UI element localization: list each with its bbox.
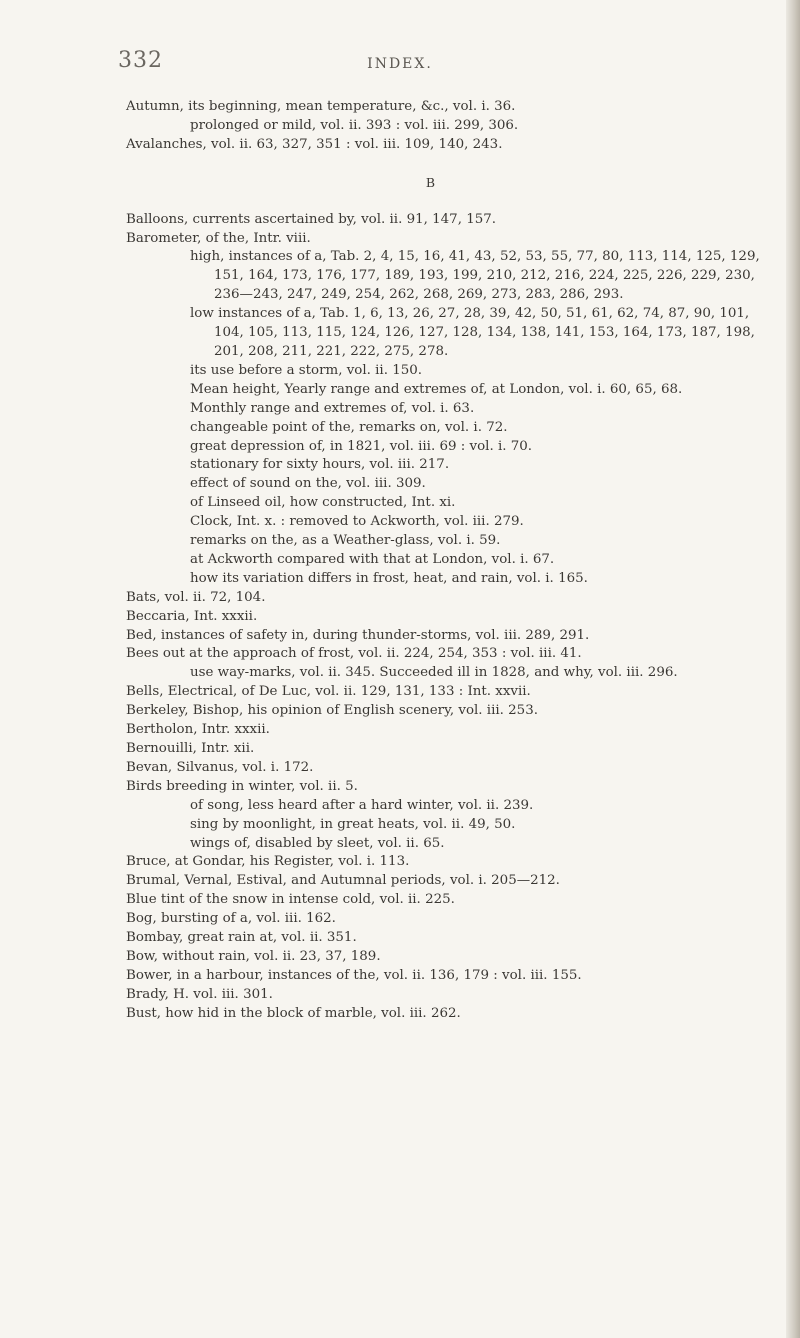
index-entry: Balloons, currents ascertained by, vol. ii. 91, 147, 157. [126, 211, 497, 227]
index-entry: Brady, H. vol. iii. 301. [126, 986, 273, 1002]
index-entry: Bees out at the approach of frost, vol. ii. 224, 254, 353 : vol. iii. 41. [126, 646, 582, 662]
index-entry: Bog, bursting of a, vol. iii. 162. [126, 911, 336, 927]
index-subentry: sing by moonlight, in great heats, vol. ii. 49, 50. [190, 816, 516, 832]
page-header [0, 48, 800, 88]
index-content [126, 98, 776, 1024]
index-subentry: of song, less heard after a hard winter, vol. ii. 239. [190, 797, 534, 813]
index-entry: Avalanches, vol. ii. 63, 327, 351 : vol. iii. 109, 140, 243. [126, 136, 503, 152]
index-entry: Beccaria, Int. xxxii. [126, 608, 258, 624]
index-entry: Birds breeding in winter, vol. ii. 5. [126, 778, 358, 794]
index-entry: Bust, how hid in the block of marble, vol. iii. 262. [126, 1005, 461, 1021]
index-subentry: remarks on the, as a Weather-glass, vol. i. 59. [190, 533, 501, 549]
index-entry: Bow, without rain, vol. ii. 23, 37, 189. [126, 948, 381, 964]
index-subentry: great depression of, in 1821, vol. iii. 69 : vol. i. 70. [190, 438, 533, 454]
index-subentry: prolonged or mild, vol. ii. 393 : vol. iii. 299, 306. [190, 117, 519, 133]
index-entry: Berkeley, Bishop, his opinion of English scenery, vol. iii. 253. [126, 703, 538, 719]
index-subentry: Mean height, Yearly range and extremes of, at London, vol. i. 60, 65, 68. [190, 381, 683, 397]
page-edge [786, 0, 800, 1338]
index-subentry: Monthly range and extremes of, vol. i. 63. [190, 400, 475, 416]
section-letter-b: B [425, 174, 437, 190]
index-subentry: Clock, Int. x. : removed to Ackworth, vol. iii. 279. [190, 514, 524, 530]
index-entry: Bats, vol. ii. 72, 104. [126, 589, 266, 605]
index-subentry: how its variation differs in frost, heat, and rain, vol. i. 165. [190, 570, 588, 586]
index-entry: Bernouilli, Intr. xii. [126, 741, 255, 756]
index-subentry: at Ackworth compared with that at London, vol. i. 67. [190, 551, 555, 567]
index-subentry: wings of, disabled by sleet, vol. ii. 65. [190, 835, 445, 851]
page-number: 332 [118, 48, 163, 73]
index-entry: Bruce, at Gondar, his Register, vol. i. 113. [126, 854, 410, 870]
index-entry: Bells, Electrical, of De Luc, vol. ii. 129, 131, 133 : Int. xxvii. [126, 684, 531, 700]
index-subentry: stationary for sixty hours, vol. iii. 217. [190, 457, 450, 473]
index-entry: Bevan, Silvanus, vol. i. 172. [126, 759, 314, 775]
index-section-b [126, 211, 776, 1024]
index-subentry: use way-marks, vol. ii. 345. Succeeded ill in 1828, and why, vol. iii. 296. [190, 665, 678, 681]
index-subentry: low instances of a, Tab. 1, 6, 13, 26, 27, 28, 39, 42, 50, 51, 61, 62, 74, 87, 90, 101, 104, 105, 113, 115, 124, 126, 127, 128, 134, 138, 141, 153, 164, 173, 187, 198, 201, 208, 211, 221, 222, 275, 278. [190, 306, 755, 359]
index-subentry: high, instances of a, Tab. 2, 4, 15, 16, 41, 43, 52, 53, 55, 77, 80, 113, 114, 125, 129, 151, 164, 173, 176, 177, 189, 193, 199, 210, 212, 216, 224, 225, 226, 229, 230, 236—243, 247, 249, 254, 262, 268, 269, 273, 283, 286, 293. [190, 249, 760, 303]
index-subentry: of Linseed oil, how constructed, Int. xi. [190, 495, 456, 511]
index-entry: Bed, instances of safety in, during thunder-storms, vol. iii. 289, 291. [126, 627, 590, 643]
running-head: INDEX. [367, 56, 433, 72]
index-subentry: changeable point of the, remarks on, vol. i. 72. [190, 419, 508, 435]
index-entry: Blue tint of the snow in intense cold, vol. ii. 225. [126, 892, 455, 908]
index-section-a [126, 98, 776, 155]
index-subentry: effect of sound on the, vol. iii. 309. [190, 476, 426, 492]
index-entry: Bombay, great rain at, vol. ii. 351. [126, 930, 357, 946]
index-entry: Barometer, of the, Intr. viii. [126, 230, 311, 246]
index-entry: Brumal, Vernal, Estival, and Autumnal periods, vol. i. 205—212. [126, 873, 560, 889]
index-entry: Bower, in a harbour, instances of the, vol. ii. 136, 179 : vol. iii. 155. [126, 967, 582, 983]
index-subentry: its use before a storm, vol. ii. 150. [190, 362, 423, 378]
index-entry: Bertholon, Intr. xxxii. [126, 722, 270, 738]
index-entry: Autumn, its beginning, mean temperature, &c., vol. i. 36. [126, 99, 516, 114]
